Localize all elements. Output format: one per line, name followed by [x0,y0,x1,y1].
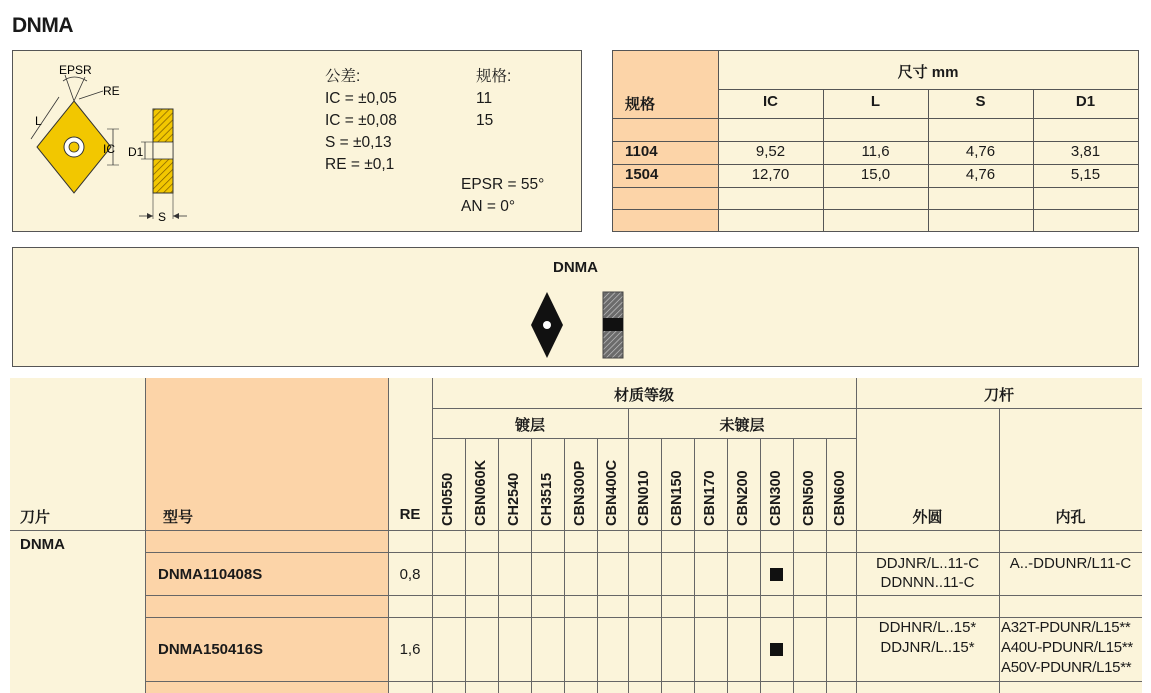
ic-label: IC [103,142,115,156]
tolerance-line: S = ±0,13 [325,134,392,151]
grade-col-header: CBN500 [801,470,817,526]
dim-cell: 3,81 [1070,143,1101,160]
epsr-angle: EPSR = 55° [461,176,545,193]
tolerance-line: RE = ±0,1 [325,156,395,173]
holder-code: DDJNR/L..15* [880,639,975,656]
spec-heading: 规格: [476,68,512,85]
grade-col-header: CBN010 [636,470,652,526]
holder-code: A..-DDUNR/L11-C [1009,555,1132,572]
grade-col-header: CBN400C [604,459,620,526]
uncoated-header: 未镀层 [719,417,765,434]
dim-cell: 4,76 [965,143,996,160]
model-cell: DNMA110408S [158,566,263,583]
insert-table [10,378,1142,693]
holder-code: DDHNR/L..15* [878,619,977,636]
external-header: 外圆 [912,509,943,526]
internal-holder [1001,618,1142,678]
grade-col-header: CBN170 [702,470,718,526]
internal-header: 内孔 [1055,509,1086,526]
grade-col-header: CBN300 [768,470,784,526]
an-angle: AN = 0° [461,198,516,215]
tolerance-line: IC = ±0,08 [325,112,397,129]
external-holder [856,618,999,658]
model-header: 型号 [163,509,194,526]
col-header-s: S [975,93,986,110]
spec-value: 15 [476,112,494,129]
grade-col-header: CBN150 [669,470,685,526]
insert-header: 刀片 [20,509,51,526]
holder-header: 刀杆 [983,387,1014,404]
spec-value: 11 [476,90,493,107]
external-holder [856,554,999,592]
illustration-title: DNMA [553,259,598,276]
re-header: RE [399,506,421,523]
availability-mark [770,643,783,656]
dim-cell: 4,76 [965,166,996,183]
grade-col-header: CBN300P [572,460,588,526]
spec-header: 规格 [625,96,656,113]
holder-code: DDNNN..11-C [880,574,975,591]
grade-col-header: CH0550 [440,472,456,526]
grade-col-header: CH3515 [539,472,555,526]
s-label: S [158,210,167,224]
tolerance-panel [12,50,582,232]
holder-code: A50V-PDUNR/L15** [1001,659,1132,676]
re-label: RE [103,84,120,98]
col-header-d1: D1 [1075,93,1096,110]
holder-code: A32T-PDUNR/L15** [1001,619,1131,636]
coated-header: 镀层 [514,417,545,434]
col-header-l: L [870,93,881,110]
availability-mark [770,568,783,581]
model-cell: DNMA150416S [158,641,264,658]
internal-holder [999,554,1142,573]
spec-cell: 1104 [625,143,658,160]
d1-label: D1 [128,145,144,159]
grade-col-header: CBN060K [473,459,489,526]
dim-cell: 11,6 [861,143,890,160]
tolerance-heading: 公差: [325,68,361,85]
illustration-panel [12,247,1139,367]
tolerance-line: IC = ±0,05 [325,90,397,107]
grade-col-header: CBN600 [832,470,848,526]
epsr-label: EPSR [59,63,92,77]
dim-cell: 12,70 [751,166,790,183]
holder-code: DDJNR/L..11-C [875,555,980,572]
grade-col-header: CBN200 [735,470,751,526]
grade-header: 材质等级 [613,387,674,404]
insert-family: DNMA [20,536,65,553]
spec-cell: 1504 [625,166,659,183]
insert-geometry-diagram [21,59,201,224]
dim-cell: 9,52 [755,143,786,160]
dimensions-group-header: 尺寸 mm [897,64,959,81]
holder-code: A40U-PDUNR/L15** [1001,639,1133,656]
page-title: DNMA [12,14,73,37]
dim-cell: 5,15 [1070,166,1101,183]
l-label: L [35,114,42,128]
re-cell: 0,8 [399,566,421,583]
grade-col-header: CH2540 [506,472,522,526]
col-header-ic: IC [763,93,778,110]
insert-illustration [523,288,643,362]
re-cell: 1,6 [399,641,421,658]
dimension-table [612,50,1139,232]
dim-cell: 15,0 [860,166,891,183]
